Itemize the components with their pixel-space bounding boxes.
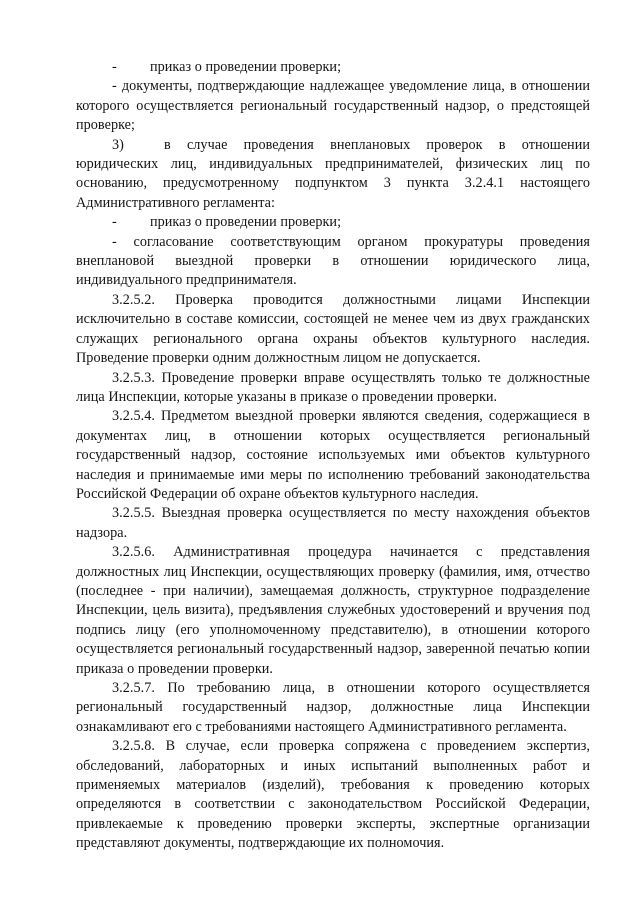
document-page [76, 58, 590, 854]
section-paragraph: 3.2.5.7. По требованию лица, в отношении которого осуществляется региональный государственный надзор, должностные лица Инспекции ознакамливают его с требованиями настоящего Административного регламента. [76, 680, 590, 735]
section-paragraph: 3.2.5.4. Предметом выездной проверки являются сведения, содержащиеся в документах лиц, в отношении которых осуществляется региональный государственный надзор, состояние используемых ими объектов культурного наследия и принимаемые ими меры по исполнению требований законодательства Российской Федерации об охране объектов культурного наследия. [76, 408, 590, 502]
bullet-item [76, 213, 590, 232]
section-paragraph: 3.2.5.8. В случае, если проверка сопряжена с проведением экспертиз, обследований, лабораторных и иных испытаний выполненных работ и применяемых материалов (изделий), требования к проведению которых определяются в соответствии с законодательством Российской Федерации, привлекаемые к проведению проверки эксперты, экспертные организации представляют документы, подтверждающие их полномочия. [76, 738, 590, 852]
bullet-item: - документы, подтверждающие надлежащее уведомление лица, в отношении которого осуществляется региональный государственный надзор, о предстоящей проверке; [76, 78, 590, 134]
item-number: 3) [112, 136, 124, 153]
bullet-marker: - [112, 214, 117, 231]
section-paragraph: 3.2.5.5. Выездная проверка осуществляется по месту нахождения объектов надзора. [76, 505, 590, 541]
bullet-text: приказ о проведении проверки; [150, 59, 342, 75]
bullet-item: - согласование соответствующим органом прокуратуры проведения внеплановой выездной проверки в отношении юридического лица, индивидуального предпринимателя. [76, 233, 590, 289]
bullet-marker: - [112, 59, 117, 75]
numbered-item [76, 136, 590, 214]
bullet-item [76, 58, 590, 77]
item-text: в случае проведения внеплановых проверок в отношении юридических лиц, индивидуальных предпринимателей, физических лиц по основанию, предусмотренному подпунктом 3 пункта 3.2.4.1 настоящего Административного регламента: [76, 136, 590, 211]
section-paragraph: 3.2.5.6. Административная процедура начинается с представления должностных лиц Инспекции, осуществляющих проверку (фамилия, имя, отчество (последнее - при наличии), замещаемая должность, структурное подразделение Инспекции, цель визита), предъявления служебных удостоверений и вручения под подпись лицу (его уполномоченному представителю), в отношении которого осуществляется региональный государственный надзор, заверенной печатью копии приказа о проведении проверки. [76, 544, 590, 677]
bullet-text: приказ о проведении проверки; [150, 214, 342, 231]
section-paragraph: 3.2.5.3. Проведение проверки вправе осуществлять только те должностные лица Инспекции, которые указаны в приказе о проведении проверки. [76, 369, 590, 405]
section-paragraph: 3.2.5.2. Проверка проводится должностными лицами Инспекции исключительно в составе комиссии, состоящей не менее чем из двух гражданских служащих регионального органа охраны объектов культурного наследия. Проведение проверки одним должностным лицом не допускается. [76, 291, 590, 367]
